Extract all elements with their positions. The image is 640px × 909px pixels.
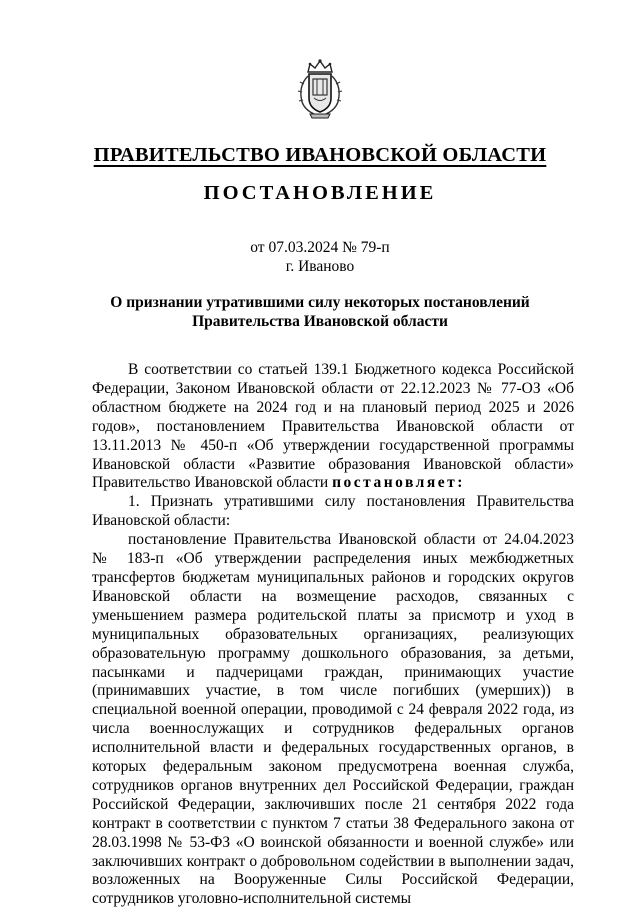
- preamble-paragraph: [92, 361, 574, 493]
- subject-line-2: Правительства Ивановской области: [192, 313, 448, 330]
- document-type: ПОСТАНОВЛЕНИЕ: [203, 182, 437, 204]
- document-body: [92, 361, 574, 909]
- document-subject: [60, 293, 580, 331]
- coat-of-arms-icon: [296, 58, 344, 120]
- repealed-resolution-paragraph: постановление Правительства Ивановской области от 24.04.2023 № 183-п «Об утверждении распределения иных межбюджетных трансфертов бюджетам муниципальных районов и городских округов Ивановской области на возмещение расходов, связанных с уменьшением размера родительской платы за присмотр и уход в муниципальных образовательных организациях, реализующих образовательную программу дошкольного образования, за детьми, пасынками и падчерицами граждан, принимающих участие (принимавших участие, в том числе погибших (умерших)) в специальной военной операции, проводимой с 24 февраля 2022 года, из числа военнослужащих и сотрудников федеральных органов исполнительной власти и федеральных государственных органов, в которых федеральным законом предусмотрена военная служба, сотрудников органов внутренних дел Российской Федерации, граждан Российской Федерации, заключивших после 21 сентября 2022 года контракт в соответствии с пунктом 7 статьи 38 Федерального закона от 28.03.1998 № 53-ФЗ «О воинской обязанности и военной службе» или заключивших контракт о добровольном содействии в выполнении задач, возложенных на Вооруженные Силы Российской Федерации, сотрудников уголовно-исполнительной системы: [92, 531, 574, 908]
- date-and-number: от 07.03.2024 № 79-п: [250, 239, 390, 256]
- preamble-text: В соответствии со статьей 139.1 Бюджетного кодекса Российской Федерации, Законом Ивановской области от 22.12.2023 № 77-ОЗ «Об областном бюджете на 2024 год и на плановый период 2025 и 2026 годов», постановлением Правительства Ивановской области от 13.11.2013 № 450-п «Об утверждении государственной программы Ивановской области «Развитие образования Ивановской области» Правительство Ивановской области: [92, 361, 574, 492]
- government-title: ПРАВИТЕЛЬСТВО ИВАНОВСКОЙ ОБЛАСТИ: [93, 144, 547, 166]
- city: г. Иваново: [285, 258, 355, 275]
- clause-1-paragraph: 1. Признать утратившими силу постановления Правительства Ивановской области:: [92, 493, 574, 530]
- resolves-word: постановляет:: [332, 474, 465, 492]
- subject-line-1: О признании утратившими силу некоторых постановлений: [110, 294, 530, 311]
